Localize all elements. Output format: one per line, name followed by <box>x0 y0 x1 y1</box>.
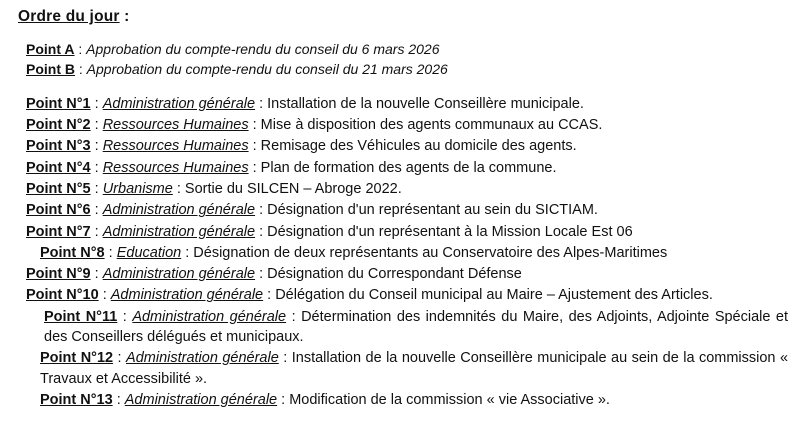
item-sep: : <box>74 41 87 57</box>
item-sep: : <box>248 138 261 155</box>
item-sep: : <box>248 159 261 176</box>
item-sep: : <box>113 350 127 367</box>
item-label: Point N°9 <box>26 266 91 283</box>
section-spacer <box>18 82 788 94</box>
item-label: Point N°8 <box>40 244 105 261</box>
item-service: Administration générale <box>102 266 256 283</box>
list-item <box>18 222 788 242</box>
item-sep: : <box>255 202 268 219</box>
item-service: Ressources Humaines <box>102 138 249 155</box>
item-label: Point N°4 <box>26 159 91 176</box>
item-service: Education <box>116 244 182 261</box>
list-item <box>18 158 788 178</box>
numbered-items-block <box>18 94 788 410</box>
item-sep: : <box>98 287 111 304</box>
page-title <box>18 8 788 26</box>
item-text: Désignation d'un représentant au sein du SICTIAM. <box>267 202 598 219</box>
item-sep: : <box>104 244 117 261</box>
item-sep: : <box>278 350 292 367</box>
item-sep: : <box>90 180 103 197</box>
item-text: Désignation d'un représentant à la Mission Locale Est 06 <box>267 223 633 240</box>
item-sep: : <box>90 159 103 176</box>
list-item <box>18 307 788 348</box>
item-sep: : <box>286 308 302 325</box>
item-text: Mise à disposition des agents communaux au CCAS. <box>260 117 603 134</box>
item-sep: : <box>90 138 103 155</box>
item-service: Administration générale <box>110 287 264 304</box>
item-text: Délégation du Conseil municipal au Maire – Ajustement des Articles. <box>275 287 713 304</box>
item-sep: : <box>90 266 103 283</box>
item-text: Approbation du compte-rendu du conseil du 21 mars 2026 <box>86 60 448 77</box>
page-title-suffix: : <box>119 8 130 25</box>
list-item <box>18 243 788 263</box>
list-item <box>18 264 788 284</box>
item-service: Administration générale <box>124 391 278 408</box>
item-sep: : <box>90 202 103 219</box>
item-label: Point A <box>26 41 75 57</box>
item-text: Installation de la nouvelle Conseillère municipale au sein de la commission « Travaux et Accessibilité ». <box>40 350 789 387</box>
item-label: Point N°2 <box>26 117 91 134</box>
list-item <box>18 115 788 135</box>
item-sep: : <box>255 223 268 240</box>
item-sep: : <box>277 391 290 408</box>
item-label: Point N°5 <box>26 180 91 197</box>
item-sep: : <box>90 117 103 134</box>
item-label: Point N°11 <box>44 308 118 325</box>
item-sep: : <box>263 287 276 304</box>
item-label: Point N°1 <box>26 95 91 112</box>
item-service: Administration générale <box>102 223 256 240</box>
letter-items-block <box>18 40 788 80</box>
list-item <box>18 136 788 156</box>
item-sep: : <box>255 266 268 283</box>
list-item <box>18 390 788 410</box>
list-item <box>18 94 788 114</box>
list-item <box>18 200 788 220</box>
item-service: Ressources Humaines <box>102 159 249 176</box>
item-label: Point B <box>26 60 75 77</box>
item-sep: : <box>255 95 268 112</box>
item-sep: : <box>117 308 133 325</box>
list-item <box>26 60 788 80</box>
item-service: Ressources Humaines <box>102 117 249 134</box>
item-service: Administration générale <box>132 308 287 325</box>
list-item <box>26 40 788 60</box>
page-title-text: Ordre du jour <box>18 8 120 25</box>
item-text: Remisage des Véhicules au domicile des agents. <box>260 138 577 155</box>
item-text: Sortie du SILCEN – Abroge 2022. <box>184 180 402 197</box>
item-text: Détermination des indemnités du Maire, des Adjoints, Adjointe Spéciale et des Conseillers délégués et municipaux. <box>44 308 789 346</box>
item-label: Point N°3 <box>26 138 91 155</box>
item-sep: : <box>248 117 261 134</box>
item-text: Installation de la nouvelle Conseillère municipale. <box>267 95 584 112</box>
item-text: Approbation du compte-rendu du conseil du 6 mars 2026 <box>86 41 440 57</box>
item-service: Administration générale <box>102 95 256 112</box>
item-text: Désignation de deux représentants au Conservatoire des Alpes-Maritimes <box>193 244 668 261</box>
item-label: Point N°7 <box>26 223 91 240</box>
item-label: Point N°13 <box>40 391 113 408</box>
item-sep: : <box>181 244 194 261</box>
list-item <box>18 285 788 305</box>
item-service: Urbanisme <box>102 180 173 197</box>
list-item <box>18 179 788 199</box>
item-service: Administration générale <box>102 202 256 219</box>
item-sep: : <box>112 391 125 408</box>
item-label: Point N°6 <box>26 202 91 219</box>
item-sep: : <box>90 223 103 240</box>
item-sep: : <box>172 180 185 197</box>
item-label: Point N°12 <box>40 350 114 367</box>
item-text: Désignation du Correspondant Défense <box>267 266 522 283</box>
item-text: Plan de formation des agents de la commune. <box>260 159 557 176</box>
item-sep: : <box>75 60 87 77</box>
list-item <box>18 348 788 389</box>
item-text: Modification de la commission « vie Associative ». <box>289 391 610 408</box>
item-label: Point N°10 <box>26 287 99 304</box>
item-sep: : <box>90 95 103 112</box>
item-service: Administration générale <box>126 350 279 367</box>
